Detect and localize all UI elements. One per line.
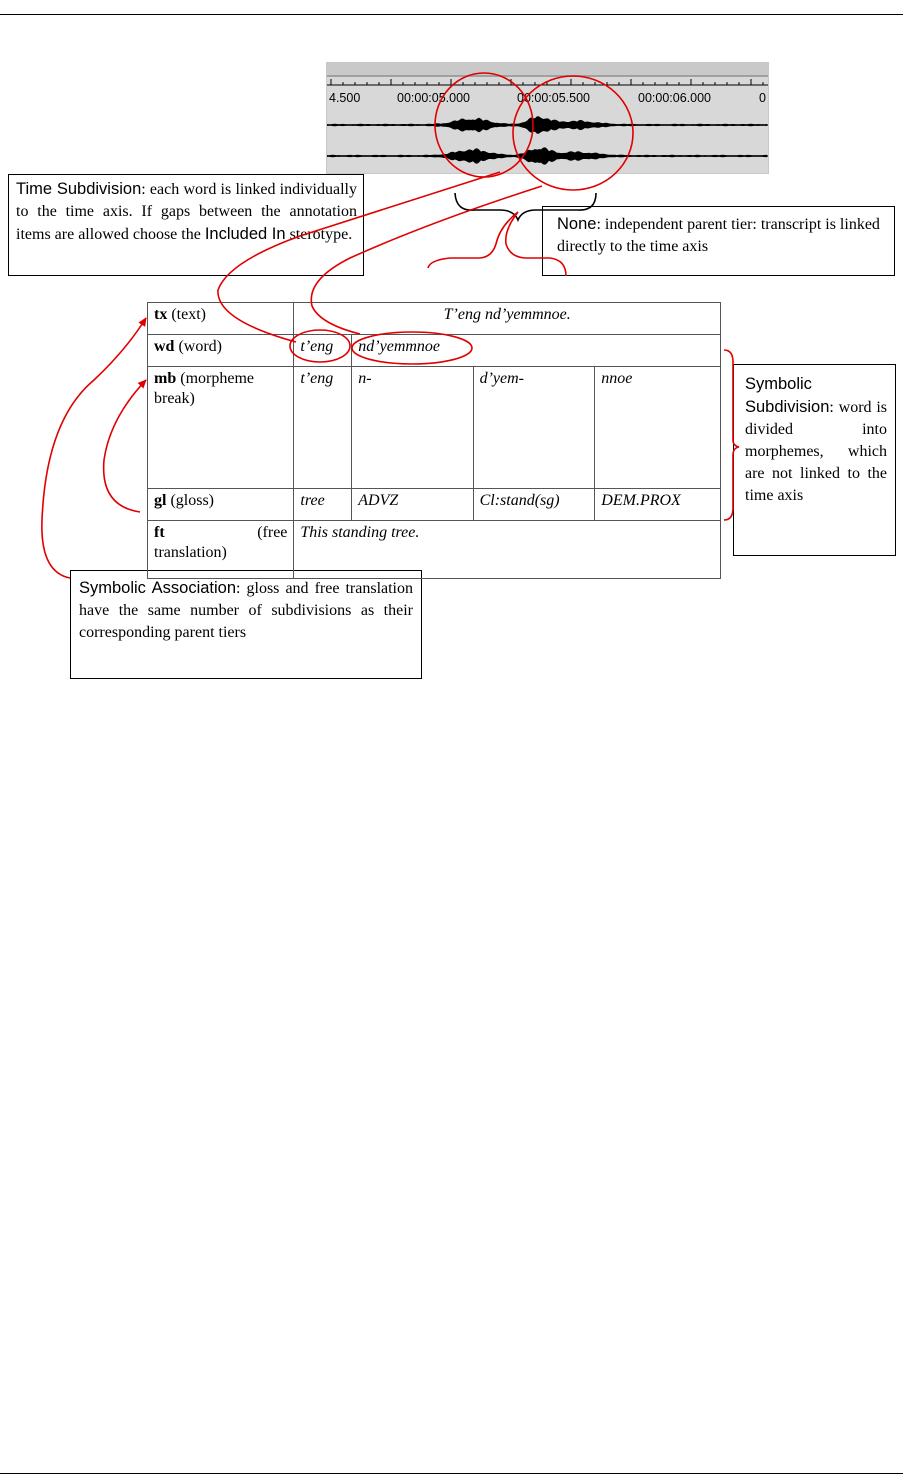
mb-cell: n-	[352, 367, 473, 489]
tier-row-wd	[148, 335, 721, 367]
waveform-graphic	[327, 63, 768, 173]
gl-cell: DEM.PROX	[595, 489, 721, 521]
tier-row-ft	[148, 521, 721, 579]
symbolic-subdivision-callout	[733, 364, 896, 556]
timeline-label: 0	[759, 91, 766, 105]
tier-label-mb: mb (morpheme break)	[148, 367, 294, 489]
tier-label-wd: wd (word)	[148, 335, 294, 367]
mb-cell: nnoe	[595, 367, 721, 489]
timeline-label: 00:00:05.500	[517, 91, 590, 105]
tier-row-gl	[148, 489, 721, 521]
symbolic-subdivision-term-line2: Subdivision	[745, 398, 830, 416]
none-text: : independent parent tier: transcript is linked directly to the time axis	[557, 216, 880, 255]
gl-cell: tree	[294, 489, 352, 521]
time-subdivision-callout	[8, 174, 364, 276]
ft-to-tx-arrow	[42, 318, 146, 578]
tier-row-mb	[148, 367, 721, 489]
symbolic-subdivision-text: : word is divided into morphemes, which are not linked to the time axis	[745, 399, 887, 504]
time-subdivision-term: Time Subdivision	[16, 180, 142, 198]
gl-cell: ADVZ	[352, 489, 473, 521]
tier-label-gl: gl (gloss)	[148, 489, 294, 521]
symbolic-association-term: Symbolic Association	[79, 579, 237, 597]
included-in-term: Included In	[204, 225, 286, 243]
gl-to-mb-arrow	[104, 380, 146, 512]
time-subdivision-text-end: sterotype.	[285, 226, 353, 243]
waveform-panel	[326, 62, 769, 174]
wd-cell: t’eng	[294, 335, 352, 367]
symbolic-subdivision-term-line1: Symbolic	[745, 375, 812, 393]
header-rule	[0, 14, 903, 15]
time-subdivision-text: : each word is linked individually to the time axis. If gaps between the annotation items are allowed choose the	[16, 181, 357, 243]
symbolic-association-text: : gloss and free translation have the same number of subdivisions as their corresponding parent tiers	[79, 580, 413, 641]
gl-cell: Cl:stand(sg)	[473, 489, 595, 521]
mb-cell: d’yem-	[473, 367, 595, 489]
mb-cell: t’eng	[294, 367, 352, 489]
tx-value: T’eng nd’yemmnoe.	[294, 303, 721, 335]
none-callout	[542, 206, 895, 276]
symbolic-association-callout	[70, 570, 422, 679]
tier-table	[147, 302, 721, 579]
timeline-label: 00:00:05.000	[397, 91, 470, 105]
ft-value: This standing tree.	[294, 521, 721, 579]
footer-rule	[0, 1473, 903, 1474]
timeline-label: 4.500	[329, 91, 361, 105]
none-term: None	[557, 215, 597, 233]
tier-label-tx: tx (text)	[148, 303, 294, 335]
wd-cell: nd’yemmnoe	[352, 335, 721, 367]
tier-label-ft: ft (free translation)	[148, 521, 294, 579]
tier-row-tx	[148, 303, 721, 335]
timeline-label: 00:00:06.000	[638, 91, 711, 105]
